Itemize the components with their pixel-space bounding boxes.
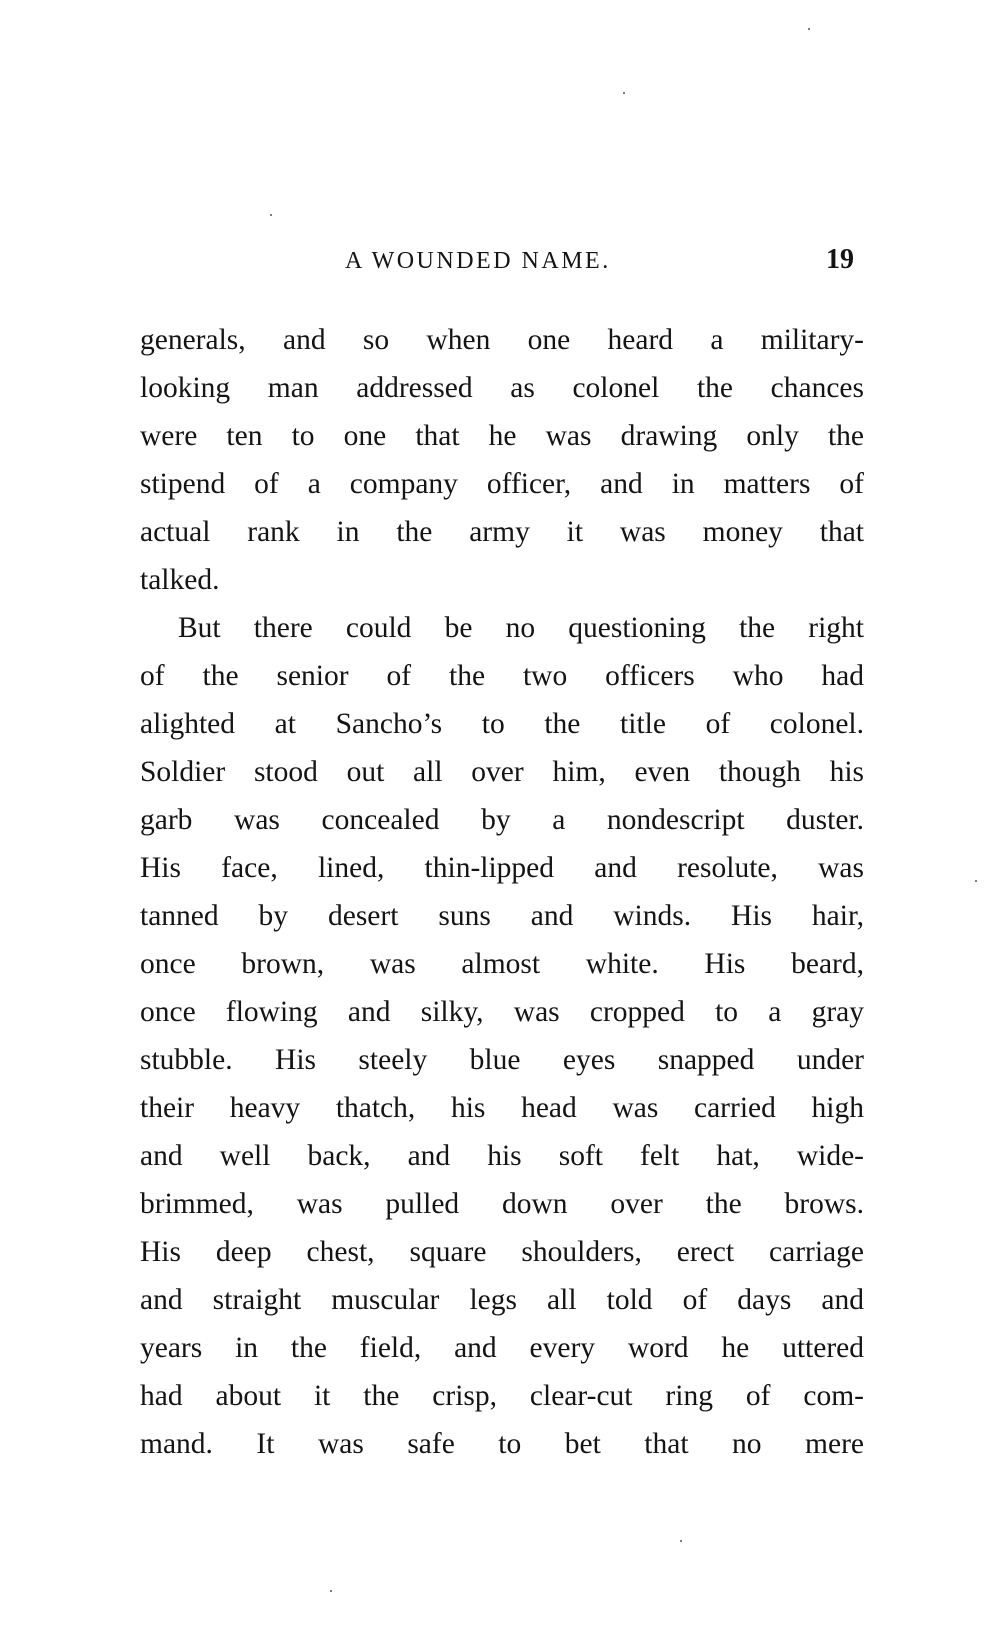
text-line: had about it the crisp, clear-cut ring of com-	[140, 1380, 864, 1412]
text-line: Soldier stood out all over him, even though his	[140, 756, 864, 788]
running-title: A WOUNDED NAME.	[345, 248, 611, 274]
body-text	[140, 316, 864, 1468]
text-line: brimmed, was pulled down over the brows.	[140, 1188, 864, 1220]
page-number: 19	[826, 244, 854, 275]
text-line: looking man addressed as colonel the chances	[140, 372, 864, 404]
text-line: His face, lined, thin-lipped and resolute, was	[140, 852, 864, 884]
text-line: of the senior of the two officers who had	[140, 660, 864, 692]
scan-speck	[330, 1590, 332, 1592]
text-line: once brown, was almost white. His beard,	[140, 948, 864, 980]
text-line: stipend of a company officer, and in matters of	[140, 468, 864, 500]
text-line: alighted at Sancho’s to the title of colonel.	[140, 708, 864, 740]
text-line: generals, and so when one heard a military-	[140, 324, 864, 356]
text-line: His deep chest, square shoulders, erect carriage	[140, 1236, 864, 1268]
text-line: their heavy thatch, his head was carried high	[140, 1092, 864, 1124]
text-line: years in the field, and every word he uttered	[140, 1332, 864, 1364]
text-line: actual rank in the army it was money that	[140, 516, 864, 548]
text-line: But there could be no questioning the right	[178, 612, 864, 644]
text-line: garb was concealed by a nondescript duster.	[140, 804, 864, 836]
scan-speck	[975, 880, 977, 882]
text-line: and well back, and his soft felt hat, wide-	[140, 1140, 864, 1172]
text-line: mand. It was safe to bet that no mere	[140, 1428, 864, 1460]
text-line: stubble. His steely blue eyes snapped under	[140, 1044, 864, 1076]
text-line: once flowing and silky, was cropped to a gray	[140, 996, 864, 1028]
text-line: talked.	[140, 564, 220, 596]
text-line: and straight muscular legs all told of days and	[140, 1284, 864, 1316]
text-line: were ten to one that he was drawing only the	[140, 420, 864, 452]
text-line: tanned by desert suns and winds. His hair,	[140, 900, 864, 932]
running-header	[140, 244, 860, 284]
scan-speck	[623, 92, 625, 94]
scan-speck	[680, 1540, 682, 1542]
scan-speck	[808, 28, 810, 30]
scan-speck	[270, 214, 272, 216]
